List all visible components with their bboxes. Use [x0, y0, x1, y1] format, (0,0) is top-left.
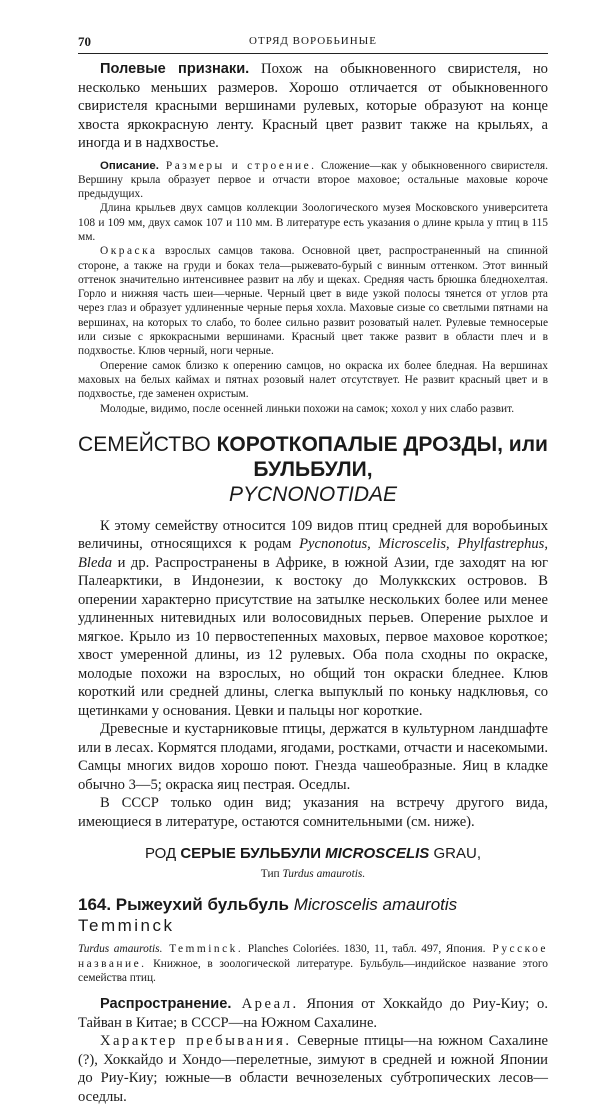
family-habits-paragraph: Древесные и кустарниковые птицы, держатся в культурном ландшафте или в лесах. Кормятся плодами, ягодами, ростками, отчасти и насекомыми. Самцы многих видов хорошо поют. Гнезда чашеобразные. Яиц в кладке обычно 3—5; окраска яиц пестрая. Оседлы. [78, 721, 548, 793]
synonymy-reference: Planches Coloriées. 1830, 11, табл. 497, Япония. [243, 943, 486, 956]
field-signs-text: Похож на обыкновенного свиристеля, но несколько меньших размеров. Хорошо отличается от обыкновенного свиристеля красными вершинами рулевых, которые образуют на конце хвоста яркокрасную ленту. Красный цвет развит также на крыльях, а иногда и в надхвостье. [78, 61, 548, 151]
separator-3: , [544, 536, 549, 553]
genus-pycnonotus: Pycnonotus [299, 536, 368, 553]
species-author: Temminck [78, 916, 175, 936]
description-heading: Размеры и строение. [158, 159, 317, 172]
distribution-label: Распространение. [100, 996, 232, 1013]
distribution-paragraph [78, 995, 548, 1032]
synonymy-latin: Turdus amaurotis. [78, 943, 163, 956]
genus-phylfastrephus: Phylfastrephus [457, 536, 545, 553]
family-intro-text-b: и др. Распространены в Африке, в южной Азии, где заходят на юг Палеарктики, в Индонезии, к востоку до Молуккских островов. В оперении характерно присутствие на затылке нескольких более или менее удлиненных нитевидных или волосовидных перьев. Оперение рыхлое и мягкое. Крыло из 10 первостепенных маховых, первое маховое короткое; хвост умеренной длины, из 12 рулевых. Оба пола сходны по окраске, молодые похожи на взрослых, но общий тон окраски бледнее. Клюв короткий или средней длины, слегка выпуклый по коньку надклювья, со щетинками у основания. Цевки и пальцы ног короткие. [78, 554, 548, 719]
species-latin-name: Microscelis amaurotis [293, 895, 458, 915]
species-title [78, 894, 548, 936]
family-word: СЕМЕЙСТВО [78, 432, 211, 456]
family-ussr-paragraph: В СССР только один вид; указания на встречу другого вида, имеющиеся в литературе, остаются сомнительными (см. ниже). [78, 795, 548, 830]
family-title [78, 432, 548, 507]
page-content [78, 60, 548, 1106]
areal-text: Япония от Хоккайдо до Риу-Киу; о. Тайван в Китае; в СССР—на Южном Сахалине. [78, 996, 548, 1031]
genus-author: GRAU, [429, 845, 482, 863]
synonymy-paragraph [78, 942, 548, 985]
russian-name-label: Русское название. [78, 943, 548, 970]
family-latin-name: PYCNONOTIDAE [228, 482, 398, 506]
genus-prefix: РОД [144, 845, 177, 863]
field-signs-label: Полевые признаки. [100, 61, 250, 77]
page-header [78, 32, 548, 54]
page-number: 70 [78, 34, 91, 49]
running-title: ОТРЯД ВОРОБЬИНЫЕ [249, 35, 377, 47]
separator-1: , [367, 536, 379, 553]
wing-length-paragraph: Длина крыльев двух самцов коллекции Зоологического музея Московского университета 108 и 109 мм, двух самок 107 и 110 мм. В литературе есть указания о длине крыла у птиц в 115 мм. [78, 202, 548, 243]
genus-microscelis: Microscelis [378, 536, 447, 553]
description-text-1: Сложение—как у обыкновенного свиристеля. Вершину крыла образует первое и отчасти второе маховое; остальные маховые короче предыдущих. [78, 159, 548, 201]
coloration-paragraph [78, 244, 548, 358]
genus-type-line [78, 868, 548, 880]
stay-paragraph [78, 1032, 548, 1106]
family-intro-text-a: К этому семейству относится 109 видов птиц средней для воробьиных величины, относящихся к родам [78, 517, 548, 553]
genus-type-species: Turdus amaurotis. [282, 868, 366, 881]
genus-bleda: Bleda [78, 554, 113, 571]
stay-label: Характер пребывания. [100, 1033, 292, 1050]
genus-name: СЕРЫЕ БУЛЬБУЛИ [176, 845, 326, 863]
field-signs-paragraph [78, 60, 548, 153]
areal-label: Ареал. [231, 996, 299, 1013]
coloration-lead: Окраска [100, 245, 158, 258]
separator-2: , [446, 536, 458, 553]
synonymy-author: Temminck. [162, 943, 244, 956]
description-label: Описание. [100, 159, 159, 172]
family-intro-paragraph [78, 517, 548, 721]
juvenile-paragraph: Молодые, видимо, после осенней линьки похожи на самок; хохол у них слабо развит. [100, 402, 515, 415]
genus-type-label: Тип [260, 868, 283, 881]
female-plumage-paragraph: Оперение самок близко к оперению самцов, но окраска их более бледная. На вершинах маховых на белых каймах и пятнах розовый налет отсутствует. Не развит красный цвет и в подхвостье, где заменен охристым. [78, 359, 548, 401]
russian-name-text: Книжное, в зоологической литературе. Бульбуль—индийское название этого семейства птиц. [78, 957, 548, 984]
description-paragraph [78, 159, 548, 202]
family-name: КОРОТКОПАЛЫЕ ДРОЗДЫ, или БУЛЬБУЛИ, [210, 432, 548, 481]
stay-text: Северные птицы—на южном Сахалине (?), Хоккайдо и Хондо—перелетные, зимуют в средней и южной Японии до Риу-Киу; южные—в области вечнозеленых субтропических лесов—оседлы. [78, 1033, 548, 1105]
genus-title [78, 845, 548, 862]
genus-latin-name: MICROSCELIS [325, 845, 430, 863]
coloration-text: взрослых самцов такова. Основной цвет, распространенный на спинной стороне, а также на груди и боках тела—рыжевато-бурый с винным оттенком. Этот винный оттенок значительно интенсивнее развит на лбу и щеках. Средняя часть брюшка бледнохелтая. Горло и нижняя часть шеи—черные. Черный цвет в виде узкой полосы тянется от углов рта через глаз и образует удлиненные черные перья хохла. Маховые сизые со светлыми пятнами на вершинах, на которых то слабо, то более сильно развит розоватый налет. Рулевые темносерые или сизые с яркокрасными вершинами. Красный цвет также развит в области плеч и в подхвостье. Клюв черный, ноги черные. [78, 245, 548, 358]
species-number-name: 164. Рыжеухий бульбуль [78, 895, 294, 915]
